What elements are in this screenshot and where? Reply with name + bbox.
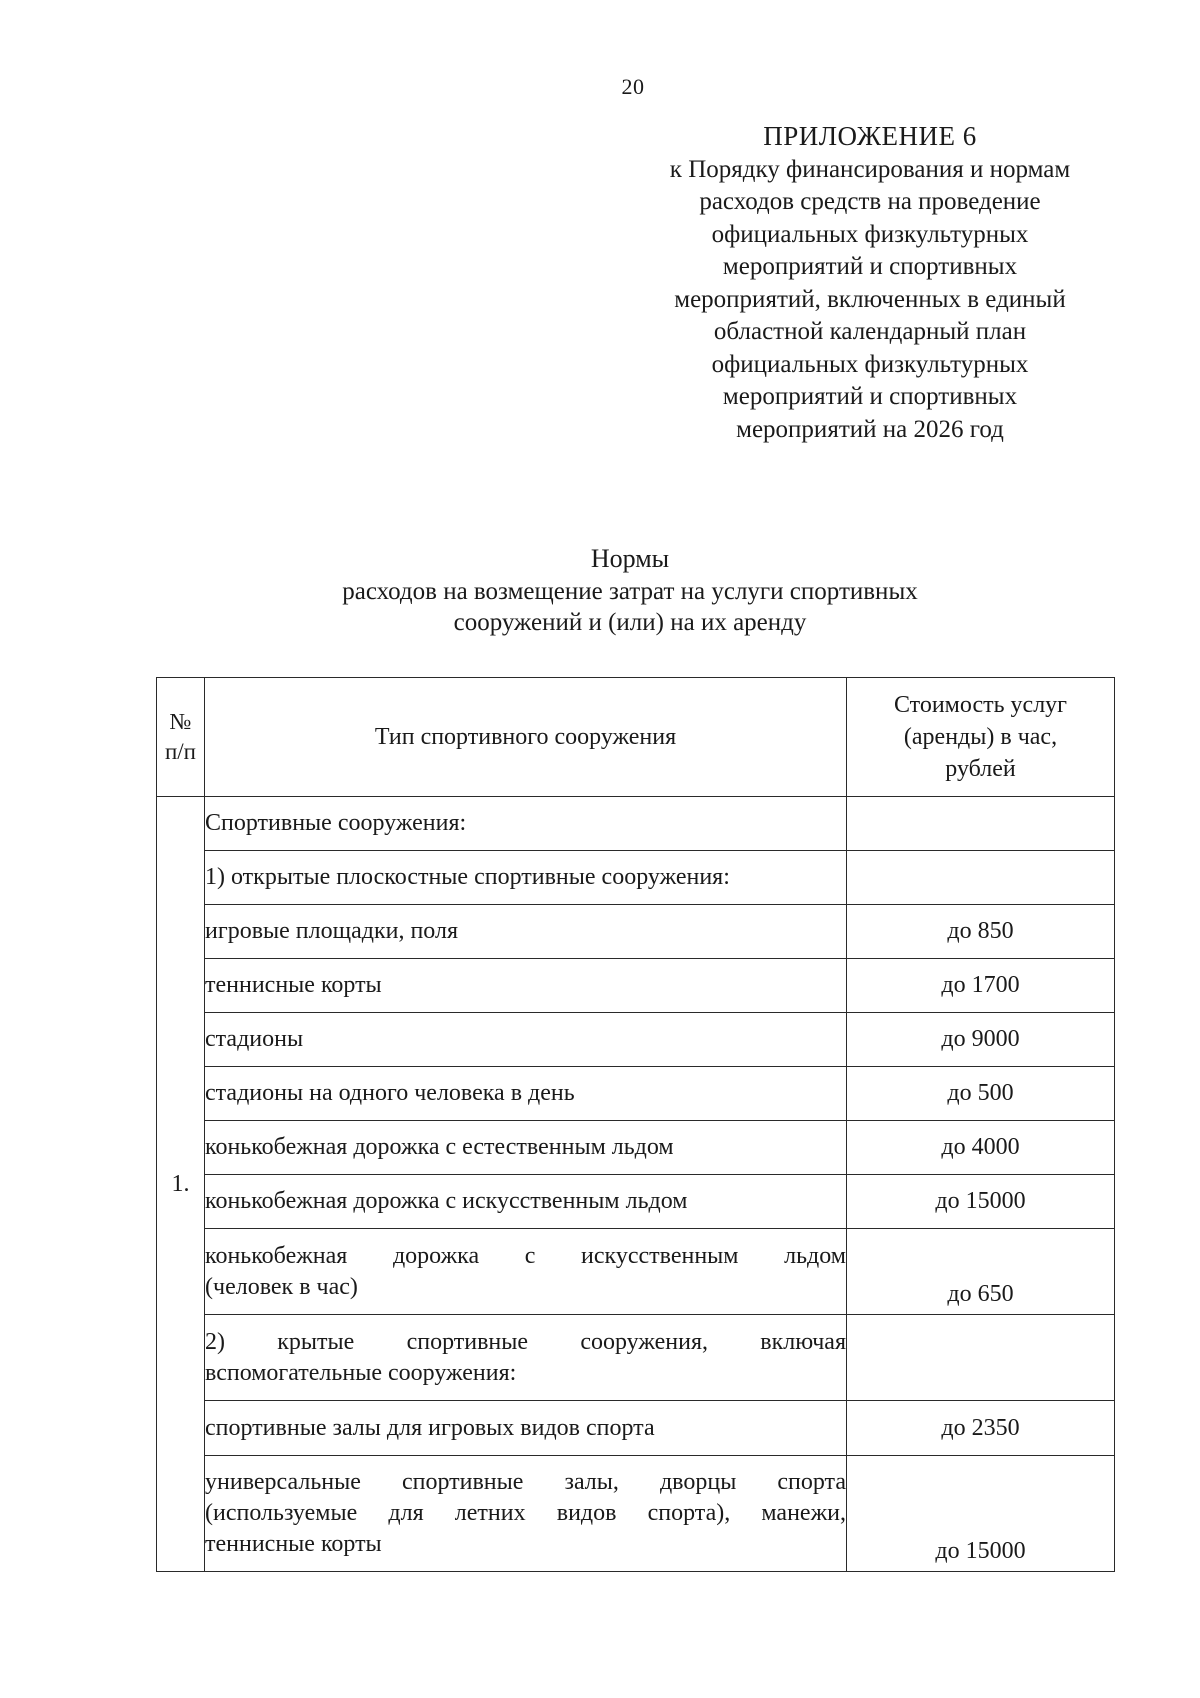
table-row xyxy=(157,959,1115,1013)
row-number: 1. xyxy=(157,797,205,1572)
type-cell xyxy=(205,1315,847,1401)
cost-cell xyxy=(847,797,1115,851)
norms-table xyxy=(156,677,1115,1572)
header-cost-line: рублей xyxy=(945,756,1016,782)
header-cost-line: Стоимость услуг xyxy=(893,692,1068,718)
type-cell: стадионы xyxy=(205,1013,847,1067)
appendix-line: официальных физкультурных xyxy=(711,220,1029,248)
appendix-line: мероприятий, включенных в единый xyxy=(674,285,1066,313)
header-number xyxy=(157,678,205,797)
table-row xyxy=(157,851,1115,905)
header-type: Тип спортивного сооружения xyxy=(205,678,847,797)
table-row xyxy=(157,1456,1115,1572)
type-cell: Спортивные сооружения: xyxy=(205,797,847,851)
appendix-line: мероприятий на 2026 год xyxy=(736,415,1004,443)
header-number-label: п/п xyxy=(164,739,196,764)
type-cell: спортивные залы для игровых видов спорта xyxy=(205,1401,847,1456)
type-cell-line: универсальные спортивные залы, дворцы спорта xyxy=(205,1469,846,1495)
table-row xyxy=(157,1067,1115,1121)
table-row xyxy=(157,797,1115,851)
table-header-row xyxy=(157,678,1115,797)
document-heading xyxy=(270,543,990,638)
type-cell: стадионы на одного человека в день xyxy=(205,1067,847,1121)
appendix-block xyxy=(640,120,1100,446)
appendix-line: официальных физкультурных xyxy=(711,350,1029,378)
table-row xyxy=(157,1229,1115,1315)
type-cell: конькобежная дорожка с естественным льдом xyxy=(205,1121,847,1175)
type-cell-line: 2) крытые спортивные сооружения, включая xyxy=(205,1328,846,1355)
cost-cell: до 650 xyxy=(847,1229,1115,1315)
table-row xyxy=(157,1175,1115,1229)
cost-cell: до 850 xyxy=(847,905,1115,959)
cost-cell: до 4000 xyxy=(847,1121,1115,1175)
appendix-line: мероприятий и спортивных xyxy=(722,253,1018,280)
appendix-title: ПРИЛОЖЕНИЕ 6 xyxy=(763,121,977,151)
table-row xyxy=(157,905,1115,959)
header-cost-line: (аренды) в час, xyxy=(903,724,1058,750)
type-cell: игровые площадки, поля xyxy=(205,905,847,959)
appendix-line: областной календарный план xyxy=(713,318,1027,345)
cost-cell xyxy=(847,851,1115,905)
cost-cell: до 500 xyxy=(847,1067,1115,1121)
type-cell-line: вспомогательные сооружения: xyxy=(205,1359,517,1386)
type-cell xyxy=(205,1229,847,1315)
heading-line: расходов на возмещение затрат на услуги спортивных xyxy=(342,578,918,605)
appendix-line: к Порядку финансирования и нормам xyxy=(669,155,1071,183)
cost-cell: до 1700 xyxy=(847,959,1115,1013)
table-row xyxy=(157,1315,1115,1401)
type-cell: 1) открытые плоскостные спортивные сооружения: xyxy=(205,851,847,905)
header-number-sign: № xyxy=(169,709,192,734)
type-cell xyxy=(205,1456,847,1572)
type-cell-line: (используемые для летних видов спорта), манежи, xyxy=(205,1500,846,1526)
cost-cell: до 15000 xyxy=(847,1175,1115,1229)
cost-cell: до 9000 xyxy=(847,1013,1115,1067)
cost-cell: до 2350 xyxy=(847,1401,1115,1456)
table-row xyxy=(157,1013,1115,1067)
header-cost xyxy=(847,678,1115,797)
cost-cell: до 15000 xyxy=(847,1456,1115,1572)
type-cell: теннисные корты xyxy=(205,959,847,1013)
appendix-line: мероприятий и спортивных xyxy=(722,383,1018,410)
type-cell: конькобежная дорожка с искусственным льдом xyxy=(205,1175,847,1229)
heading-line: сооружений и (или) на их аренду xyxy=(453,609,807,636)
type-cell-line: теннисные корты xyxy=(205,1531,382,1557)
page-number: 20 xyxy=(621,74,645,99)
table-row xyxy=(157,1121,1115,1175)
cost-cell xyxy=(847,1315,1115,1401)
appendix-line: расходов средств на проведение xyxy=(699,188,1041,215)
table-row xyxy=(157,1401,1115,1456)
type-cell-line: конькобежная дорожка с искусственным льдом xyxy=(205,1242,846,1269)
heading-title: Нормы xyxy=(590,544,670,573)
type-cell-line: (человек в час) xyxy=(205,1273,358,1300)
